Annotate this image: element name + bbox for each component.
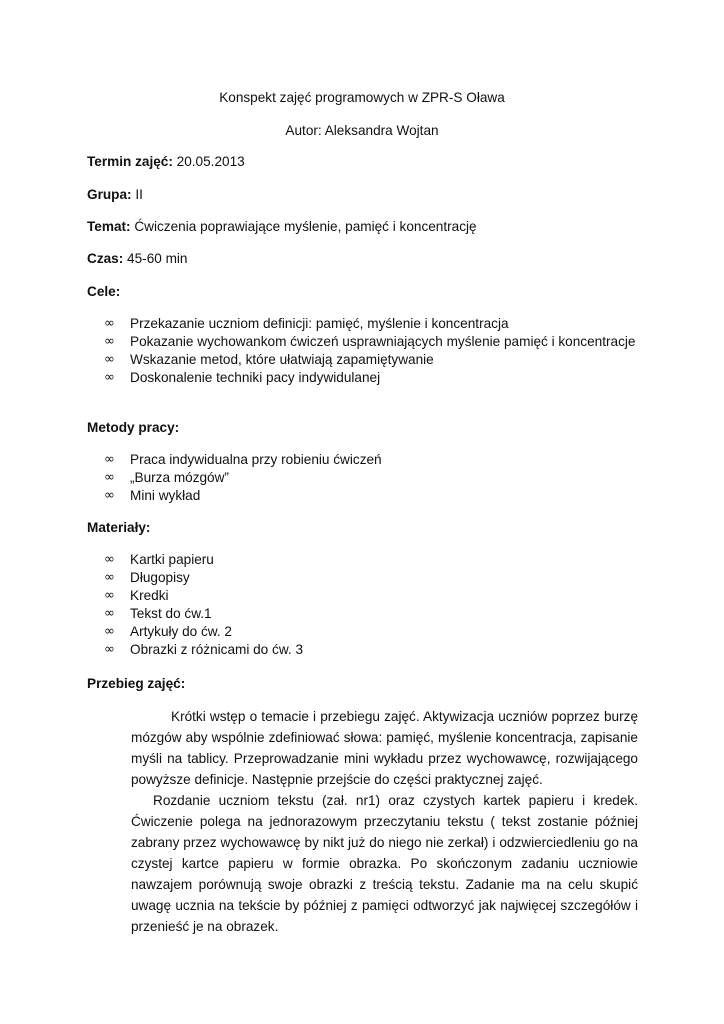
list-item-text: Artykuły do ćw. 2 xyxy=(130,624,232,639)
list-item xyxy=(104,623,303,641)
heading-cele: Cele: xyxy=(87,284,121,299)
infinity-bullet-icon: ∞ xyxy=(104,552,115,567)
field-termin xyxy=(87,153,245,171)
infinity-bullet-icon: ∞ xyxy=(104,570,115,585)
document-author: Autor: Aleksandra Wojtan xyxy=(285,123,439,138)
list-item xyxy=(104,369,635,387)
infinity-bullet-icon: ∞ xyxy=(104,352,115,367)
list-item xyxy=(104,315,635,333)
heading-metody-pracy: Metody pracy: xyxy=(87,420,180,435)
list-item-text: Kartki papieru xyxy=(130,552,214,567)
field-termin-label: Termin zajęć: xyxy=(87,154,173,169)
list-item xyxy=(104,351,635,369)
field-grupa xyxy=(87,186,143,204)
list-metody-pracy xyxy=(104,451,382,505)
list-item-text: Długopisy xyxy=(130,570,190,585)
infinity-bullet-icon: ∞ xyxy=(104,370,115,385)
list-item xyxy=(104,469,382,487)
list-materialy xyxy=(104,551,303,659)
list-item xyxy=(104,641,303,659)
list-item-text: Przekazanie uczniom definicji: pamięć, myślenie i koncentracja xyxy=(130,316,509,331)
list-item-text: Mini wykład xyxy=(130,488,201,503)
list-item-text: Pokazanie wychowankom ćwiczeń usprawniających myślenie pamięć i koncentracje xyxy=(130,334,636,349)
list-item-text: Kredki xyxy=(130,588,169,603)
list-item-text: Tekst do ćw.1 xyxy=(130,606,212,621)
infinity-bullet-icon: ∞ xyxy=(104,588,115,603)
list-item-text: Wskazanie metod, które ułatwiają zapamiętywanie xyxy=(130,352,434,367)
heading-przebieg-zajec: Przebieg zajęć: xyxy=(87,676,186,691)
field-czas-label: Czas: xyxy=(87,251,124,266)
list-item xyxy=(104,451,382,469)
infinity-bullet-icon: ∞ xyxy=(104,316,115,331)
field-czas xyxy=(87,250,188,268)
list-item-text: Praca indywidualna przy robieniu ćwiczeń xyxy=(130,452,382,467)
list-item xyxy=(104,587,303,605)
list-item xyxy=(104,487,382,505)
list-item xyxy=(104,605,303,623)
field-czas-value: 45-60 min xyxy=(123,251,188,266)
field-grupa-value: II xyxy=(131,187,143,202)
heading-materialy: Materiały: xyxy=(87,520,151,535)
infinity-bullet-icon: ∞ xyxy=(104,606,115,621)
list-item-text: Doskonalenie techniki pacy indywidulanej xyxy=(130,370,381,385)
field-temat-label: Temat: xyxy=(87,219,131,234)
field-termin-value: 20.05.2013 xyxy=(172,154,245,169)
infinity-bullet-icon: ∞ xyxy=(104,470,115,485)
field-temat xyxy=(87,218,477,236)
infinity-bullet-icon: ∞ xyxy=(104,488,115,503)
list-item-text: Obrazki z różnicami do ćw. 3 xyxy=(130,642,304,657)
przebieg-body xyxy=(131,706,638,937)
list-cele xyxy=(104,315,635,387)
paragraph-intro: Krótki wstęp o temacie i przebiegu zajęć. Aktywizacja uczniów poprzez burzę mózgów aby wspólnie zdefiniować słowa: pamięć, myślenie koncentracja, zapisanie myśli na tablicy. Przeprowadzanie mini wykładu przez wychowawcę, rozwijającego powyższe definicje. Następnie przejście do części praktycznej zajęć. xyxy=(131,709,638,787)
field-temat-value: Ćwiczenia poprawiające myślenie, pamięć i koncentrację xyxy=(130,219,477,234)
document-title: Konspekt zajęć programowych w ZPR-S Oława xyxy=(219,90,505,105)
infinity-bullet-icon: ∞ xyxy=(104,334,115,349)
infinity-bullet-icon: ∞ xyxy=(104,642,115,657)
infinity-bullet-icon: ∞ xyxy=(104,452,115,467)
list-item-text: „Burza mózgów” xyxy=(130,470,229,485)
list-item xyxy=(104,551,303,569)
paragraph-exercise-1: Rozdanie uczniom tekstu (zał. nr1) oraz czystych kartek papieru i kredek. Ćwiczenie polega na jednorazowym przeczytaniu tekstu ( tekst zostanie później zabrany przez wychowawcę by nikt już do niego nie zerkał) i odzwierciedleniu go na czystej kartce papieru w formie obrazka. Po skończonym zadaniu uczniowie nawzajem porównują swoje obrazki z treścią tekstu. Zadanie ma na celu skupić uwagę ucznia na tekście by później z pamięci odtworzyć jak najwięcej szczegółów i przenieść je na obrazek. xyxy=(131,793,638,934)
list-item xyxy=(104,333,635,351)
infinity-bullet-icon: ∞ xyxy=(104,624,115,639)
list-item xyxy=(104,569,303,587)
field-grupa-label: Grupa: xyxy=(87,187,132,202)
